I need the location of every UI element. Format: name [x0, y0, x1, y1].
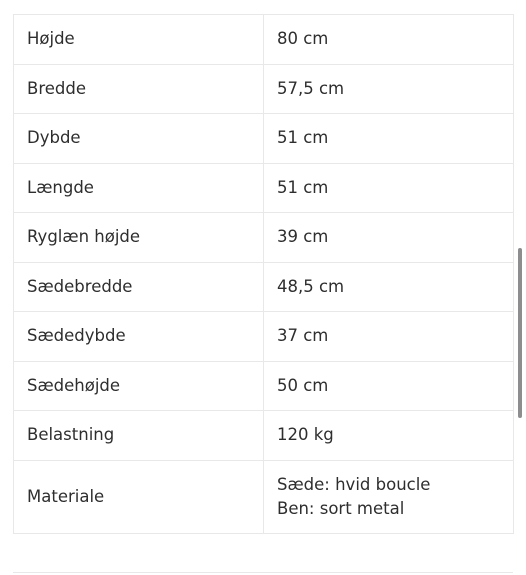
spec-value: 80 cm — [264, 15, 514, 65]
spec-value: 37 cm — [264, 312, 514, 362]
spec-value-line: Sæde: hvid boucle — [277, 474, 431, 494]
spec-value: 50 cm — [264, 361, 514, 411]
table-row — [14, 361, 514, 411]
specifications-table — [13, 14, 514, 534]
table-row — [14, 114, 514, 164]
spec-label: Sædedybde — [14, 312, 264, 362]
spec-value: 51 cm — [264, 114, 514, 164]
spec-label: Bredde — [14, 64, 264, 114]
table-row — [14, 411, 514, 461]
table-row — [14, 64, 514, 114]
spec-value: 39 cm — [264, 213, 514, 263]
spec-value: 120 kg — [264, 411, 514, 461]
spec-label: Sædehøjde — [14, 361, 264, 411]
table-row — [14, 15, 514, 65]
table-row — [14, 213, 514, 263]
table-row — [14, 312, 514, 362]
table-row — [14, 460, 514, 533]
spec-label: Længde — [14, 163, 264, 213]
spec-label: Materiale — [14, 460, 264, 533]
scrollbar-thumb[interactable] — [518, 248, 522, 418]
spec-label: Ryglæn højde — [14, 213, 264, 263]
spec-label: Sædebredde — [14, 262, 264, 312]
table-row — [14, 163, 514, 213]
spec-label: Dybde — [14, 114, 264, 164]
table-row — [14, 262, 514, 312]
spec-value: 48,5 cm — [264, 262, 514, 312]
divider — [13, 572, 513, 573]
spec-label: Højde — [14, 15, 264, 65]
spec-value: 57,5 cm — [264, 64, 514, 114]
spec-value: 51 cm — [264, 163, 514, 213]
spec-value-line: Ben: sort metal — [277, 498, 405, 518]
spec-value — [264, 460, 514, 533]
spec-label: Belastning — [14, 411, 264, 461]
